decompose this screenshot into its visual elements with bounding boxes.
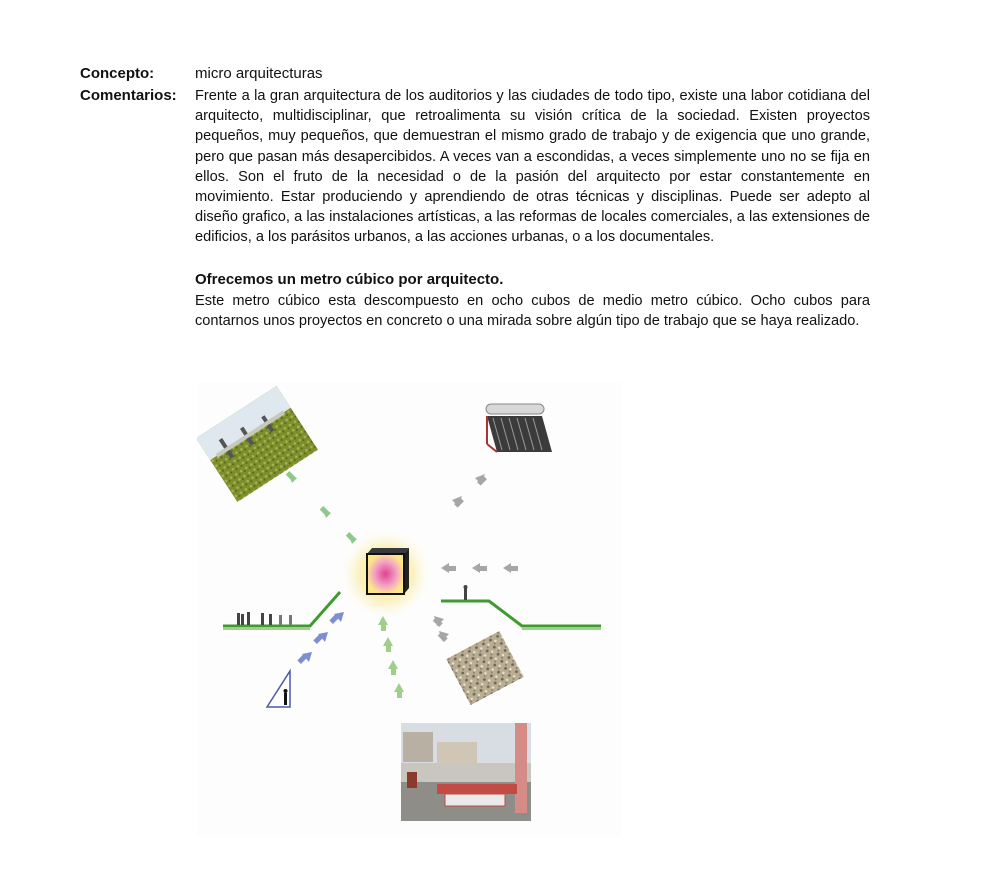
offer-heading: Ofrecemos un metro cúbico por arquitecto. (195, 271, 504, 288)
offer-text: Este metro cúbico esta descompuesto en ocho cubos de medio metro cúbico. Ocho cubos para contarnos unos proyectos en concreto o una mirada sobre algún tipo de trabajo que se haya realizado. (195, 293, 870, 330)
concept-label: Concepto: (80, 65, 155, 82)
street-intervention-photo (401, 723, 531, 821)
concept-value: micro arquitecturas (195, 65, 323, 82)
solar-heater-illustration (486, 404, 552, 452)
comments-label: Comentarios: (80, 87, 177, 104)
micro-architecture-diagram (197, 382, 621, 837)
comments-text: Frente a la gran arquitectura de los auditorios y las ciudades de todo tipo, existe una labor cotidiana del arquitecto, multidisciplinar, que retroalimenta su visión crítica de la sociedad. Existen proyectos pequeños, muy pequeños, que demuestran el mismo grado de trabajo y de exigencia que uno grande, pero que pasan más desapercibidos. A veces van a escondidas, a veces simplemente uno no se fija en ellos. Son el fruto de la necesidad o de la pasión del arquitecto por estar constantemente en movimiento. Estar produciendo y aprendiendo de otras técnicas y disciplinas. Puede ser adepto al diseño grafico, a las instalaciones artísticas, a las reformas de locales comerciales, a las extensiones de edificios, a los parásitos urbanos, a las acciones urbanas, o a los documentales. (195, 88, 870, 246)
